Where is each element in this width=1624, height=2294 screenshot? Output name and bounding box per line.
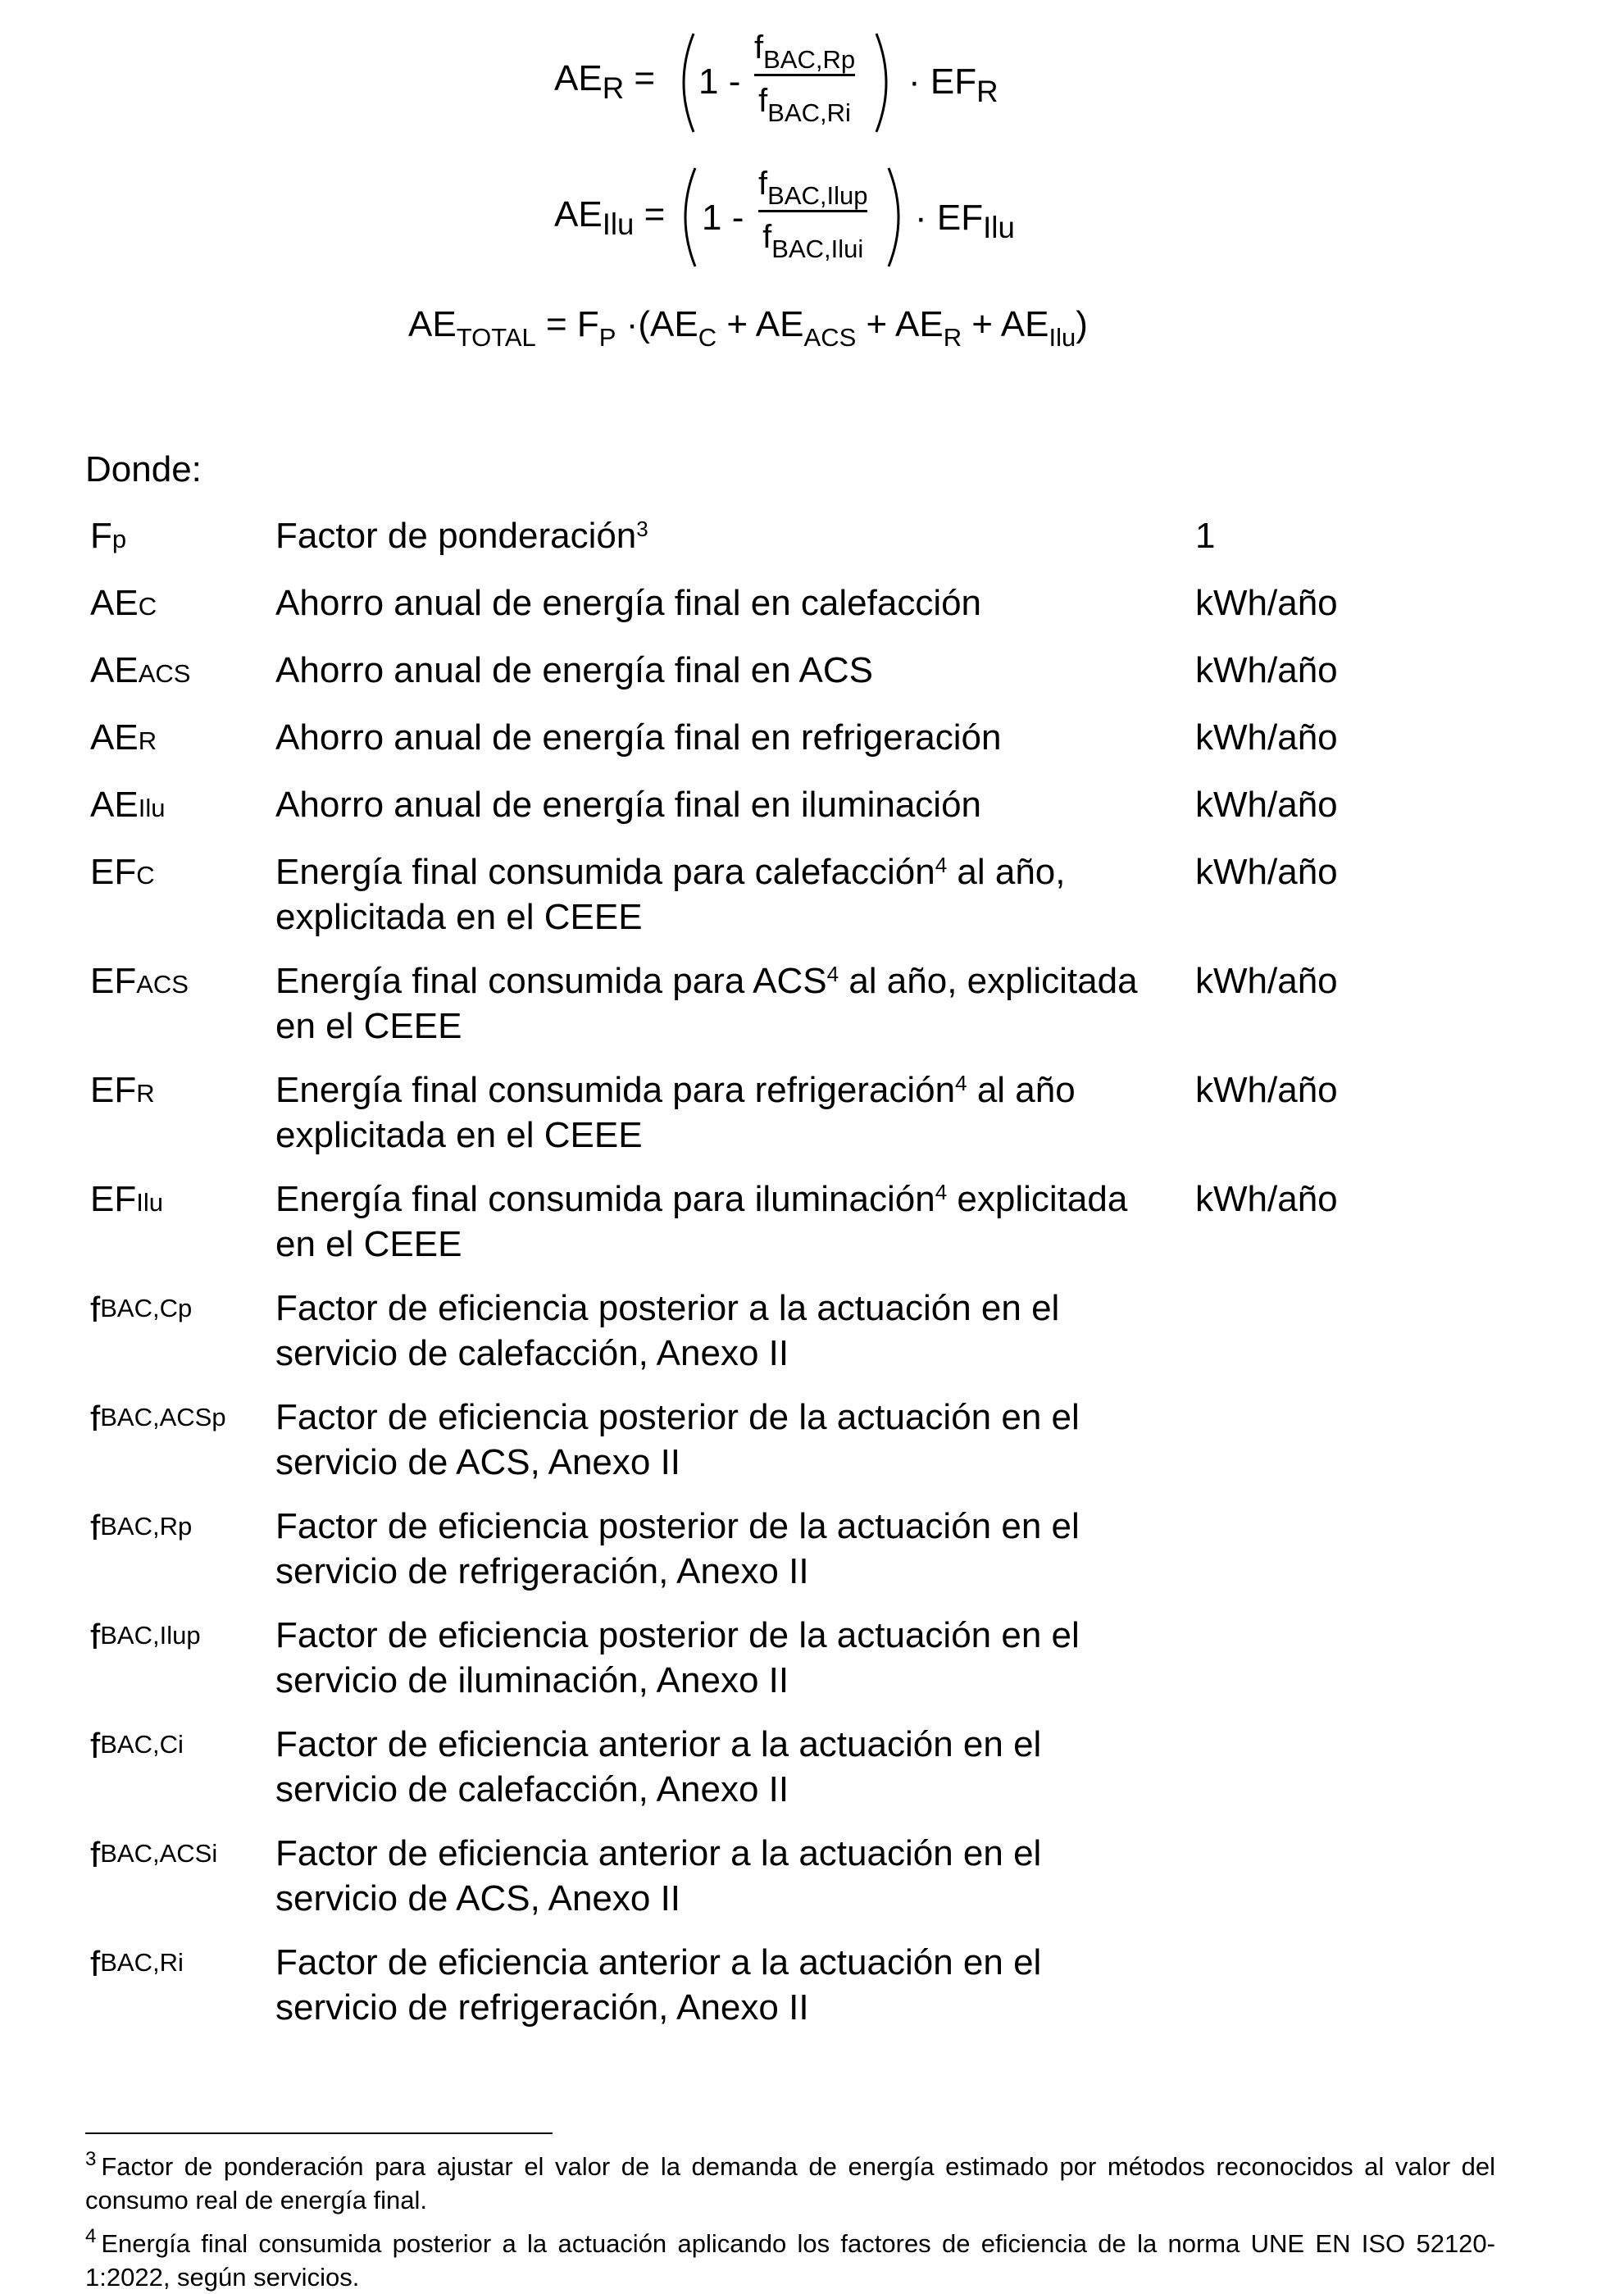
- definition-description: Ahorro anual de energía final en refrigeración: [275, 717, 1002, 758]
- fraction-bar: [754, 74, 855, 76]
- definition-unit: [1179, 1722, 1441, 1831]
- footnote-reference: 4: [935, 1180, 948, 1204]
- definition-unit: [1179, 1940, 1441, 2049]
- definition-symbol: fBAC,ACSi: [90, 1835, 218, 1875]
- footnote-3: $^3$ Factor de ponderación para ajustar el valor de la demanda de energía estimado por métodos reconocidos al valor del consumo real de energía final.: [85, 2148, 1495, 2214]
- formula-ae-ilu-tail: · $EF_{Ilu}$: [915, 198, 1015, 244]
- definition-symbol: EFR: [90, 1070, 155, 1110]
- fraction-bar: [758, 210, 867, 212]
- definition-unit: [1179, 1504, 1441, 1613]
- definition-symbol: fBAC,ACSp: [90, 1399, 226, 1439]
- definition-unit: kWh/año: [1195, 1070, 1338, 1110]
- right-paren: [873, 31, 898, 134]
- definition-symbol: fBAC,Rp: [90, 1508, 193, 1548]
- definition-symbol: EFIlu: [90, 1179, 163, 1219]
- definition-description: Factor de eficiencia anterior a la actuación en el servicio de calefacción, Anexo II: [275, 1724, 1042, 1809]
- definition-symbol: AEACS: [90, 650, 191, 690]
- definition-symbol: fBAC,Ri: [90, 1944, 184, 1984]
- left-paren: [672, 31, 697, 134]
- formula-ae-r-tail: · $EF_R$: [908, 61, 999, 108]
- fraction-numerator: $f_{BAC,Rp}$: [754, 30, 856, 74]
- definition-row: [90, 1613, 1441, 1722]
- definition-row: [90, 1831, 1441, 1940]
- definition-description: Energía final consumida para ACS$^4$ al año, explicitada en el CEEE: [275, 961, 1138, 1046]
- definition-symbol: fBAC,Ci: [90, 1726, 184, 1766]
- footnote-reference: 4: [826, 962, 839, 986]
- definition-description: Energía final consumida para calefacción$^4$ al año, explicitada en el CEEE: [275, 852, 1066, 937]
- definition-symbol: fBAC,Ilup: [90, 1617, 201, 1657]
- definition-description: Factor de eficiencia posterior de la actuación en el servicio de iluminación, Anexo II: [275, 1615, 1080, 1700]
- definition-row: [90, 1286, 1441, 1395]
- definition-unit: kWh/año: [1195, 583, 1338, 623]
- footnote-reference: 4: [935, 853, 948, 877]
- definition-row: [90, 648, 1441, 715]
- footnote-4: $^4$ Energía final consumida posterior a la actuación aplicando los factores de eficiencia de la norma UNE EN ISO 52120-1:2022, según servicios.: [85, 2225, 1495, 2292]
- definition-description: Factor de eficiencia anterior a la actuación en el servicio de refrigeración, Anexo II: [275, 1942, 1042, 2028]
- definition-row: [90, 1177, 1441, 1286]
- definition-symbol: EFACS: [90, 961, 189, 1001]
- footnote-reference: 4: [955, 1071, 967, 1095]
- definition-row: [90, 1395, 1441, 1504]
- definition-description: Ahorro anual de energía final en ACS: [275, 650, 873, 690]
- definitions-table: [90, 513, 1441, 2049]
- formula-ae-ilu-fraction: [758, 166, 868, 263]
- footnote-reference: 3: [636, 517, 648, 541]
- definition-description: Factor de ponderación$^3$: [275, 516, 648, 556]
- formula-ae-r-one-minus: 1 -: [698, 61, 741, 102]
- left-paren: [674, 166, 698, 269]
- footnote-separator: [85, 2132, 553, 2134]
- definition-row: [90, 715, 1441, 782]
- definition-unit: kWh/año: [1195, 650, 1338, 690]
- definition-description: Ahorro anual de energía final en calefacción: [275, 583, 982, 623]
- fraction-denominator: $f_{BAC,Ilui}$: [762, 219, 864, 263]
- definition-unit: [1179, 1395, 1441, 1504]
- definition-unit: kWh/año: [1195, 785, 1338, 825]
- definition-symbol: Fp: [90, 516, 127, 556]
- definition-row: [90, 1940, 1441, 2049]
- definition-row: [90, 849, 1441, 958]
- definition-unit: kWh/año: [1195, 717, 1338, 758]
- definition-description: Energía final consumida para refrigeración$^4$ al año explicitada en el CEEE: [275, 1070, 1076, 1155]
- definition-row: [90, 513, 1441, 580]
- definition-unit: 1: [1195, 516, 1216, 556]
- definition-unit: [1179, 1613, 1441, 1722]
- definition-symbol: AER: [90, 717, 157, 758]
- definition-description: Ahorro anual de energía final en iluminación: [275, 785, 982, 825]
- definition-symbol: EFC: [90, 852, 155, 892]
- definition-symbol: AEC: [90, 583, 157, 623]
- fraction-numerator: $f_{BAC,Ilup}$: [758, 166, 868, 210]
- definition-row: [90, 1722, 1441, 1831]
- definition-unit: kWh/año: [1195, 1179, 1338, 1219]
- definition-row: [90, 958, 1441, 1067]
- formula-ae-ilu-one-minus: 1 -: [702, 198, 744, 238]
- definition-row: [90, 580, 1441, 648]
- definition-unit: kWh/año: [1195, 852, 1338, 892]
- definition-row: [90, 1504, 1441, 1613]
- right-paren: [885, 166, 910, 269]
- donde-label: Donde:: [85, 449, 202, 489]
- definition-row: [90, 782, 1441, 849]
- definition-symbol: fBAC,Cp: [90, 1290, 193, 1330]
- definition-unit: kWh/año: [1195, 961, 1338, 1001]
- definition-unit: [1179, 1286, 1441, 1395]
- definition-description: Factor de eficiencia anterior a la actuación en el servicio de ACS, Anexo II: [275, 1833, 1042, 1918]
- definition-description: Energía final consumida para iluminación$^4$ explicitada en el CEEE: [275, 1179, 1128, 1264]
- formula-ae-r-lhs: $AE_R$ =: [554, 58, 656, 105]
- definition-symbol: AEIlu: [90, 785, 166, 825]
- definition-row: [90, 1067, 1441, 1177]
- fraction-denominator: $f_{BAC,Ri}$: [758, 83, 851, 127]
- formula-ae-r-fraction: [754, 30, 856, 127]
- definition-description: Factor de eficiencia posterior de la actuación en el servicio de ACS, Anexo II: [275, 1397, 1080, 1482]
- definition-unit: [1179, 1831, 1441, 1940]
- formula-ae-total: $AE_{TOTAL} = F_P \cdot(AE_C + AE_{ACS} + AE_R + AE_{Ilu})$: [408, 304, 1088, 352]
- definition-description: Factor de eficiencia posterior a la actuación en el servicio de calefacción, Anexo II: [275, 1288, 1060, 1373]
- definition-description: Factor de eficiencia posterior de la actuación en el servicio de refrigeración, Anexo II: [275, 1506, 1080, 1591]
- formula-ae-ilu-lhs: $AE_{Ilu}$ =: [554, 194, 666, 241]
